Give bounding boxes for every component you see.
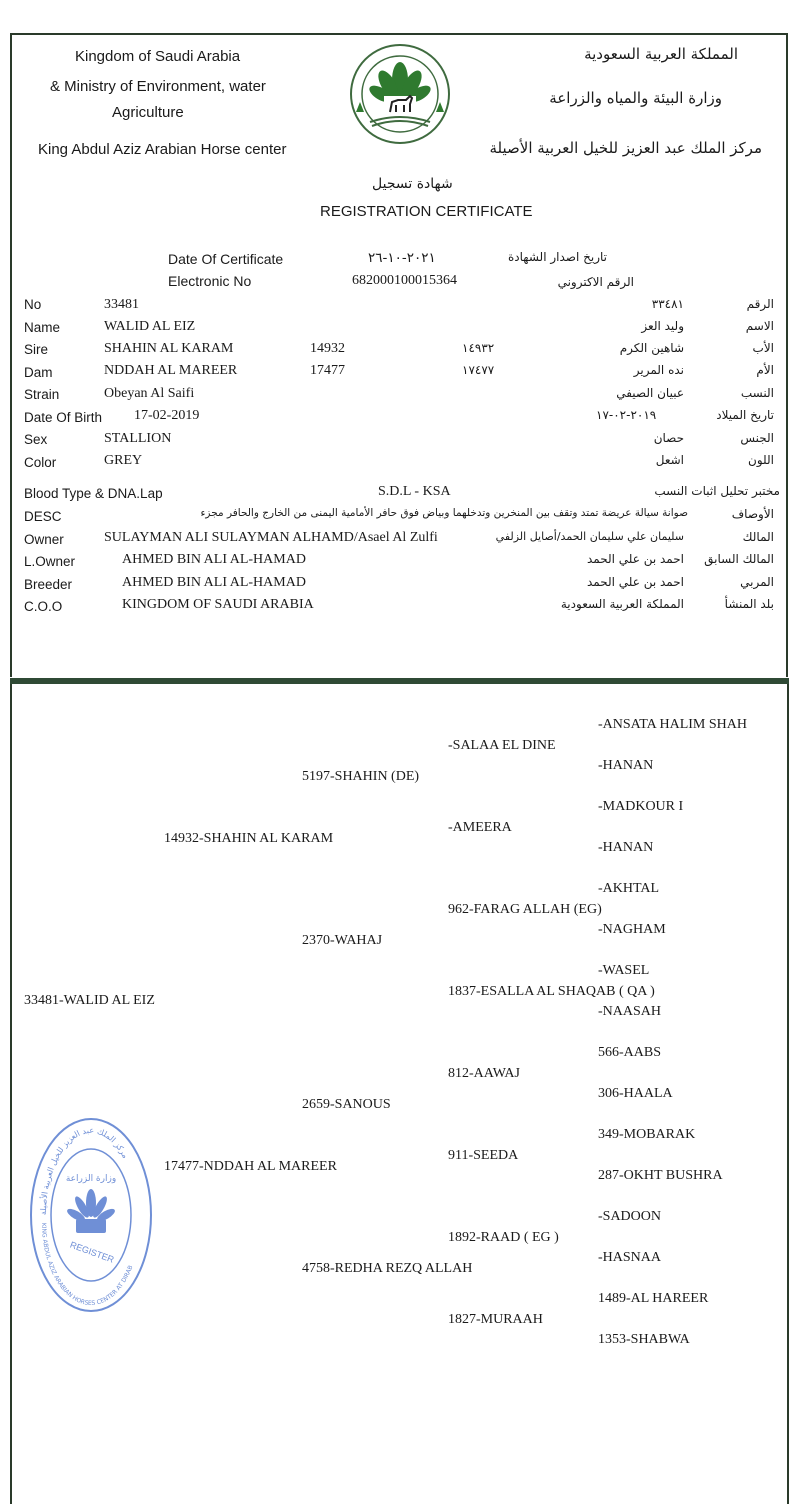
- header-country-ar: المملكة العربية السعودية: [584, 45, 738, 63]
- field-label-owner: Owner: [24, 532, 64, 547]
- pedigree-subject: 33481-WALID AL EIZ: [24, 993, 155, 1008]
- field-value-sex: STALLION: [104, 431, 172, 446]
- field-value-sex-ar: حصان: [653, 431, 684, 445]
- field-label-name: Name: [24, 320, 61, 335]
- pedigree-gen4-item: -ANSATA HALIM SHAH: [598, 717, 747, 732]
- field-label-coo: C.O.O: [24, 599, 63, 614]
- field-label-sire-ar: الأب: [752, 341, 774, 355]
- pedigree-gen3-item: -SALAA EL DINE: [448, 738, 556, 753]
- field-dam-reg: 17477: [310, 363, 345, 378]
- date-value: ٢٠٢١-١٠-٢٦: [368, 250, 436, 266]
- field-value-name-ar: وليد العز: [641, 319, 684, 333]
- pedigree-dam: 17477-NDDAH AL MAREER: [164, 1159, 337, 1174]
- pedigree-gen3-item: 812-AAWAJ: [448, 1066, 520, 1081]
- date-label-ar: تاريخ اصدار الشهادة: [508, 250, 607, 264]
- pedigree-gen4-item: -HANAN: [598, 840, 654, 855]
- pedigree-gen3-item: -AMEERA: [448, 820, 512, 835]
- pedigree-gen4-item: -HASNAA: [598, 1250, 661, 1265]
- field-label-lowner: L.Owner: [24, 554, 76, 569]
- field-value-breeder-ar: احمد بن علي الحمد: [586, 575, 684, 589]
- electronic-label-en: Electronic No: [168, 273, 252, 289]
- pedigree-gen3-item: 1827-MURAAH: [448, 1312, 543, 1327]
- field-value-color-ar: اشعل: [655, 453, 684, 467]
- title-en: REGISTRATION CERTIFICATE: [320, 203, 533, 220]
- palm-sword-horse-emblem-icon: [348, 42, 452, 146]
- field-label-lowner-ar: المالك السابق: [704, 552, 774, 566]
- pedigree-gen4-item: -AKHTAL: [598, 881, 660, 896]
- stamp-arc-top: مركز الملك عبد العزيز للخيل العربية الأصيلة: [38, 1125, 131, 1216]
- header-ministry-en-1: & Ministry of Environment, water: [50, 78, 266, 95]
- field-label-name-ar: الاسم: [745, 319, 774, 333]
- field-value-lowner: AHMED BIN ALI AL-HAMAD: [122, 552, 306, 567]
- stamp-arc-bottom: KING ABDUL AZIZ ARABIAN HORSES CENTER AT DIRAB: [39, 1222, 135, 1308]
- field-label-sex: Sex: [24, 432, 48, 447]
- field-value-blood: S.D.L - KSA: [378, 484, 451, 499]
- field-value-dob: 17-02-2019: [134, 408, 200, 423]
- field-label-dob-ar: تاريخ الميلاد: [716, 408, 774, 422]
- field-label-sex-ar: الجنس: [740, 431, 774, 445]
- pedigree-gen4-item: 566-AABS: [598, 1045, 662, 1060]
- pedigree-gen4-item: 306-HAALA: [598, 1086, 673, 1101]
- header-country-en: Kingdom of Saudi Arabia: [75, 48, 241, 65]
- field-value-dam: NDDAH AL MAREER: [104, 363, 238, 378]
- field-label-strain: Strain: [24, 387, 60, 402]
- header-center-en: King Abdul Aziz Arabian Horse center: [38, 141, 287, 158]
- pedigree-gen4-item: -MADKOUR I: [598, 799, 684, 814]
- field-label-strain-ar: النسب: [740, 386, 774, 400]
- field-value-sire-ar: شاهين الكرم: [619, 341, 684, 355]
- date-label-en: Date Of Certificate: [168, 251, 284, 267]
- pedigree-gen4-item: -HANAN: [598, 758, 654, 773]
- electronic-label-ar: الرقم الاكتروني: [557, 275, 634, 289]
- field-label-blood: Blood Type & DNA.Lap: [24, 486, 163, 501]
- field-value-dob-ar: ٢٠١٩-٠٢-١٧: [596, 408, 657, 422]
- pedigree-gen4-item: -WASEL: [598, 963, 650, 978]
- field-sire-reg-ar: ١٤٩٣٢: [462, 341, 495, 355]
- pedigree-gen4-item: 1489-AL HAREER: [598, 1291, 709, 1306]
- field-label-dam-ar: الأم: [756, 363, 774, 377]
- header-ministry-ar: وزارة البيئة والمياه والزراعة: [549, 89, 722, 107]
- stamp-inner-text: وزارة الزراعة: [65, 1174, 117, 1184]
- svg-text:KING ABDUL AZIZ ARABIAN HORSES: [40, 1223, 135, 1307]
- pedigree-gen4-item: 1353-SHABWA: [598, 1332, 690, 1347]
- pedigree-gen2-item: 2659-SANOUS: [302, 1097, 391, 1112]
- pedigree-gen3-item: 1892-RAAD ( EG ): [448, 1230, 559, 1245]
- header-center-ar: مركز الملك عبد العزيز للخيل العربية الأصيلة: [489, 139, 762, 157]
- field-value-sire: SHAHIN AL KARAM: [104, 341, 234, 356]
- field-label-blood-ar: مختبر تحليل اثبات النسب: [654, 484, 780, 498]
- pedigree-gen4-item: -NAGHAM: [598, 922, 666, 937]
- stamp-register-text: REGISTER: [68, 1239, 116, 1265]
- pedigree-gen4-item: -SADOON: [598, 1209, 661, 1224]
- pedigree-gen2-item: 5197-SHAHIN (DE): [302, 769, 420, 784]
- field-value-coo-ar: المملكة العربية السعودية: [560, 597, 684, 611]
- field-value-no: 33481: [104, 297, 139, 312]
- field-value-color: GREY: [104, 453, 143, 468]
- pedigree-gen4-item: -NAASAH: [598, 1004, 661, 1019]
- pedigree-gen3-item: 962-FARAG ALLAH (EG): [448, 902, 602, 917]
- field-label-coo-ar: بلد المنشأ: [724, 597, 774, 611]
- field-label-no: No: [24, 297, 42, 312]
- pedigree-gen3-item: 911-SEEDA: [448, 1148, 519, 1163]
- field-label-dob: Date Of Birth: [24, 410, 103, 425]
- pedigree-gen4-item: 287-OKHT BUSHRA: [598, 1168, 723, 1183]
- field-label-dam: Dam: [24, 365, 53, 380]
- field-label-owner-ar: المالك: [742, 530, 774, 544]
- field-value-lowner-ar: احمد بن علي الحمد: [586, 552, 684, 566]
- field-label-desc: DESC: [24, 509, 62, 524]
- title-ar: شهادة تسجيل: [372, 176, 453, 192]
- field-value-owner: SULAYMAN ALI SULAYMAN ALHAMD/Asael Al Zulfi: [104, 530, 438, 545]
- field-value-name: WALID AL EIZ: [104, 319, 196, 334]
- field-dam-reg-ar: ١٧٤٧٧: [462, 363, 495, 377]
- field-value-desc-ar: صوانة سيالة عريضة تمتد وتقف بين المنخرين وتدخلهما وبياض فوق حافر الأمامية اليمنى من الخارج والحافر مجزء: [200, 507, 688, 519]
- field-value-dam-ar: نده المرير: [633, 363, 684, 377]
- field-label-desc-ar: الأوصاف: [731, 507, 774, 521]
- field-value-owner-ar: سليمان علي سليمان الحمد/أصايل الزلفي: [495, 530, 684, 543]
- field-label-sire: Sire: [24, 342, 49, 357]
- pedigree-gen4-item: 349-MOBARAK: [598, 1127, 696, 1142]
- field-value-strain-ar: عبيان الصيفي: [616, 386, 684, 400]
- field-sire-reg: 14932: [310, 341, 345, 356]
- field-label-no-ar: الرقم: [746, 297, 774, 311]
- electronic-value: 682000100015364: [352, 273, 457, 288]
- field-label-color-ar: اللون: [748, 453, 774, 467]
- stamp-seal-icon: [28, 1115, 154, 1315]
- field-value-breeder: AHMED BIN ALI AL-HAMAD: [122, 575, 306, 590]
- field-label-breeder: Breeder: [24, 577, 73, 592]
- field-value-no-ar: ٣٣٤٨١: [651, 297, 684, 311]
- pedigree-gen2-item: 4758-REDHA REZQ ALLAH: [302, 1261, 473, 1276]
- field-value-coo: KINGDOM OF SAUDI ARABIA: [122, 597, 314, 612]
- pedigree-gen2-item: 2370-WAHAJ: [302, 933, 383, 948]
- field-value-strain: Obeyan Al Saifi: [104, 386, 195, 401]
- pedigree-sire: 14932-SHAHIN AL KARAM: [164, 831, 334, 846]
- field-label-color: Color: [24, 455, 57, 470]
- field-label-breeder-ar: المربي: [740, 575, 774, 589]
- header-ministry-en-2: Agriculture: [112, 104, 184, 121]
- pedigree-gen3-item: 1837-ESALLA AL SHAQAB ( QA ): [448, 984, 655, 999]
